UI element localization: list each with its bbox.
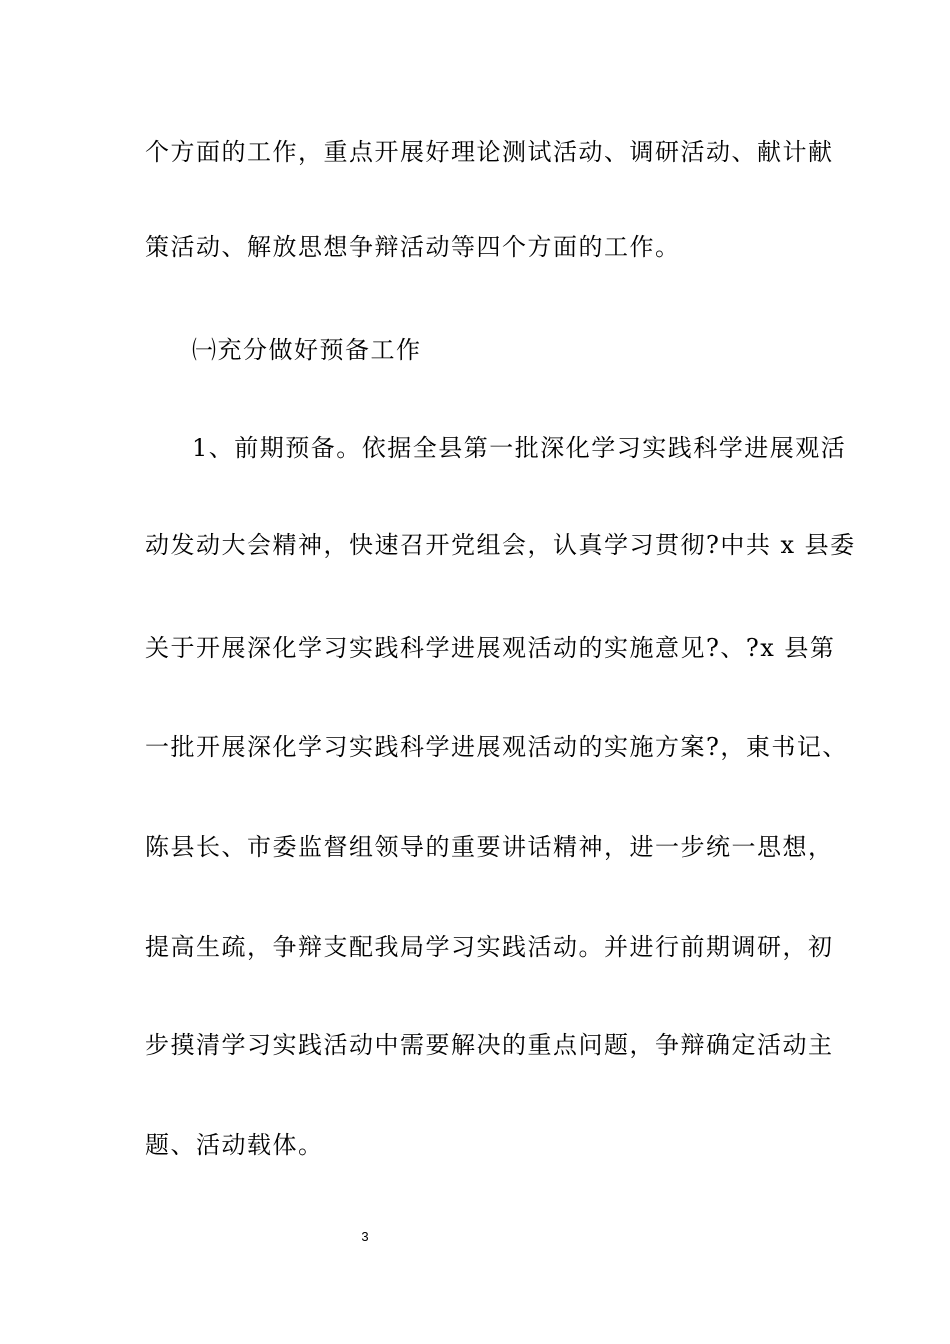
section-heading: ㈠充分做好预备工作 bbox=[192, 336, 422, 364]
paragraph-line: 个方面的工作，重点开展好理论测试活动、调研活动、献计献 bbox=[145, 138, 834, 166]
paragraph-line: 题、活动载体。 bbox=[145, 1131, 324, 1159]
paragraph-line: 关于开展深化学习实践科学进展观活动的实施意见?、?x 县第 bbox=[145, 634, 836, 662]
page-number: 3 bbox=[361, 1229, 369, 1244]
paragraph-line: 策活动、解放思想争辩活动等四个方面的工作。 bbox=[145, 233, 681, 261]
paragraph-line: 提高生疏，争辩支配我局学习实践活动。并进行前期调研，初 bbox=[145, 933, 834, 961]
paragraph-line: 1、前期预备。依据全县第一批深化学习实践科学进展观活 bbox=[192, 434, 847, 462]
paragraph-line: 一批开展深化学习实践科学进展观活动的实施方案?，東书记、 bbox=[145, 733, 848, 761]
paragraph-line: 步摸清学习实践活动中需要解决的重点问题，争辩确定活动主 bbox=[145, 1031, 834, 1059]
paragraph-line: 动发动大会精神，快速召开党组会，认真学习贯彻?中共 x 县委 bbox=[145, 531, 856, 559]
paragraph-line: 陈县长、市委监督组领导的重要讲话精神，进一步统一思想， bbox=[145, 833, 834, 861]
